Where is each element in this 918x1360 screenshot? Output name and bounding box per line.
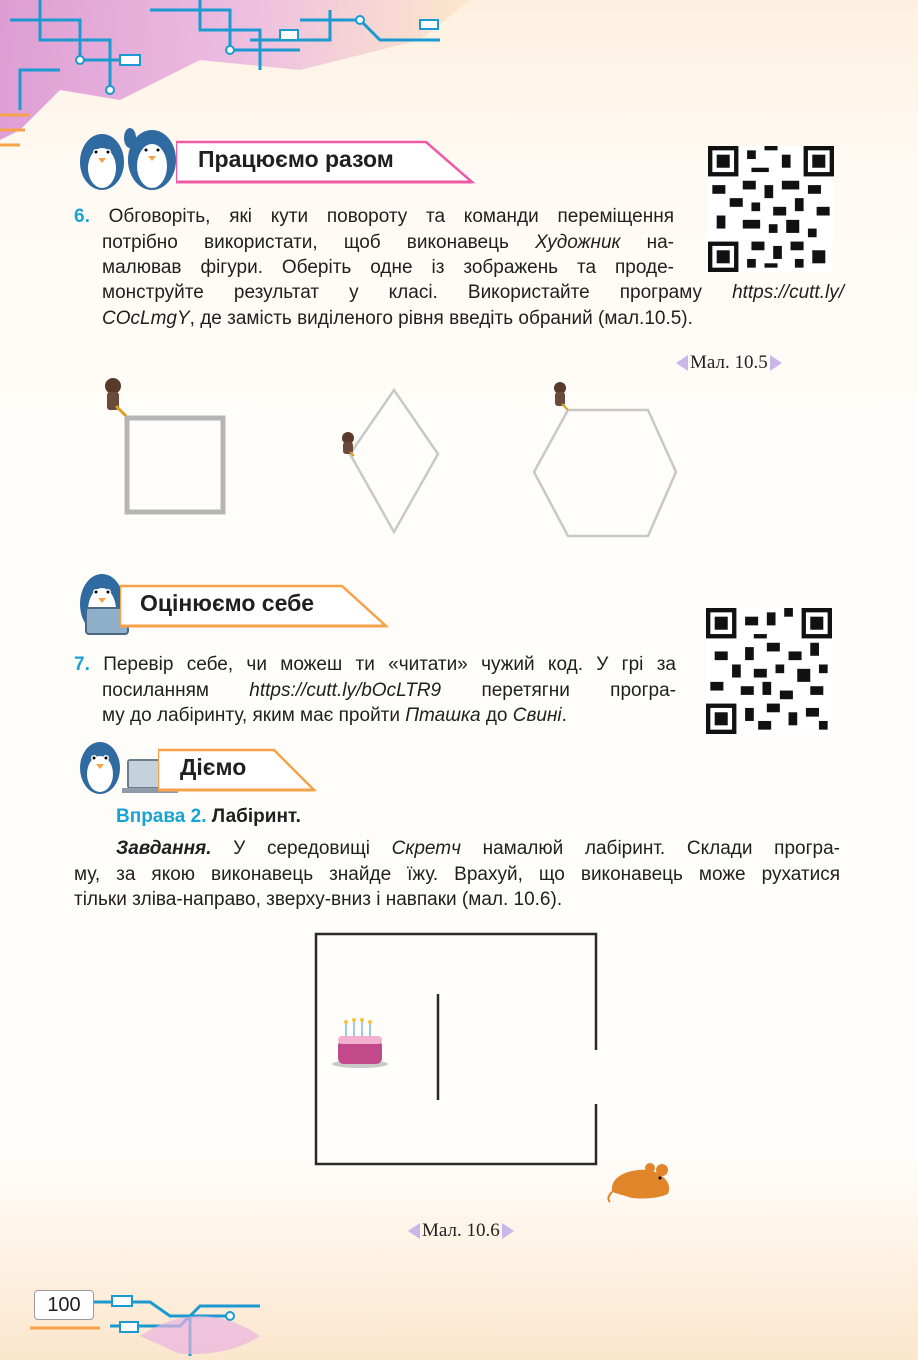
- section-banner-selfcheck: [120, 584, 390, 628]
- exercise-title: Лабіринт.: [206, 806, 301, 827]
- task-6: [74, 204, 674, 281]
- text-line: до: [480, 705, 513, 726]
- text-line: перетягни програ-: [441, 679, 676, 701]
- text-line: У середовищі: [211, 838, 392, 859]
- character-name: Пташка: [405, 705, 481, 726]
- figure-10-5-shapes: [100, 372, 700, 542]
- artist-icon: [554, 382, 568, 410]
- task-number: 6.: [74, 206, 90, 227]
- figure-caption-10-5: [676, 352, 782, 374]
- exercise-label: Вправа 2.: [116, 806, 207, 827]
- page-number: [34, 1290, 94, 1320]
- text-line: малював фігури. Оберіть одне із зображень та проде-: [102, 257, 674, 278]
- text-line: потрібно використати, щоб виконавець: [102, 231, 536, 253]
- caption-arrow-left-icon: [676, 355, 688, 371]
- link-text[interactable]: https://cutt.ly/: [732, 282, 844, 303]
- text-line: му, за якою виконавець знайде їжу. Врахуй, що виконавець може рухатися: [74, 863, 840, 885]
- link-text[interactable]: COcLmgY: [102, 307, 190, 329]
- rhombus-shape: [350, 390, 438, 532]
- artist-icon: [342, 432, 354, 456]
- task-6-continued: [74, 280, 844, 331]
- exercise-heading: [116, 804, 301, 830]
- text-line: посиланням: [102, 679, 250, 701]
- page-number-text: 100: [47, 1293, 81, 1316]
- caption-arrow-right-icon: [770, 355, 782, 371]
- section-title: Оцінюємо себе: [140, 590, 315, 616]
- caption-text: Мал. 10.6: [422, 1220, 500, 1241]
- character-name: Свині: [512, 705, 562, 726]
- text-line: .: [561, 705, 567, 726]
- task-number: 7.: [74, 654, 90, 675]
- executor-name: Художник: [535, 231, 621, 253]
- figure-10-6-maze: [310, 930, 680, 1205]
- link-text[interactable]: https://cutt.ly/bOcLTR9: [249, 679, 442, 701]
- text-line: монструйте результат у класі. Використайте програму: [102, 282, 733, 303]
- qr-code-2: [706, 608, 832, 734]
- text-line: Обговоріть, які кути повороту та команди переміщення: [108, 206, 674, 227]
- environment-name: Скретч: [391, 838, 461, 859]
- text-line: тільки зліва-направо, зверху-вниз і навпаки (мал. 10.6).: [74, 889, 563, 910]
- figure-caption-10-6: [408, 1220, 514, 1242]
- task-label: Завдання.: [116, 838, 212, 859]
- caption-text: Мал. 10.5: [690, 352, 768, 373]
- caption-arrow-right-icon: [502, 1223, 514, 1239]
- section-banner-act: [158, 748, 318, 792]
- section-banner-together: [176, 140, 476, 184]
- exercise-task: [74, 836, 840, 913]
- section-title: Працюємо разом: [198, 146, 394, 172]
- text-line: , де замість виділеного рівня введіть обраний (мал.10.5).: [189, 307, 693, 329]
- text-line: му до лабіринту, яким має пройти: [102, 705, 406, 726]
- artist-icon: [105, 378, 126, 416]
- task-7: [74, 652, 676, 729]
- qr-code-1: [708, 146, 834, 272]
- text-line: Перевір себе, чи можеш ти «читати» чужий код. У грі за: [103, 654, 676, 675]
- section-title: Діємо: [180, 754, 247, 780]
- hexagon-shape: [534, 410, 676, 536]
- text-line: намалюй лабіринт. Склади програ-: [460, 838, 840, 859]
- caption-arrow-left-icon: [408, 1223, 420, 1239]
- text-line: на-: [620, 231, 675, 253]
- square-shape: [127, 418, 223, 512]
